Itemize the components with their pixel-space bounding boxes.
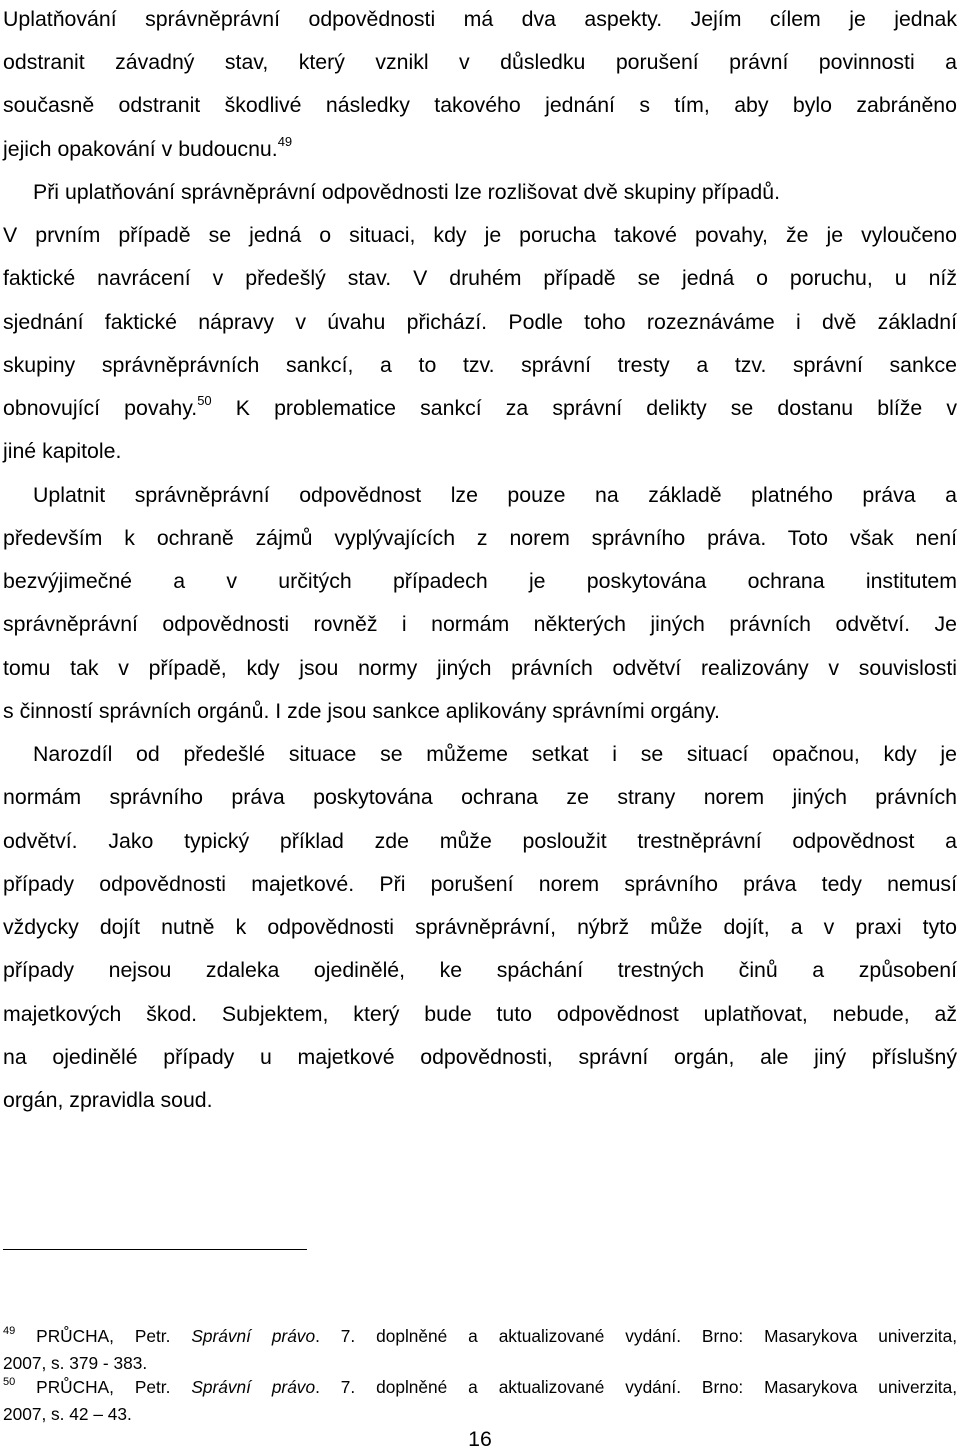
text-line-content: především k ochraně zájmů vyplývajících z norem správního práva. Toto však není bbox=[3, 526, 957, 550]
text-line bbox=[3, 92, 957, 118]
text-line bbox=[3, 395, 957, 421]
text-line-content: na ojedinělé případy u majetkové odpovědnosti, správní orgán, ale jiný příslušný bbox=[3, 1045, 957, 1069]
text-line-content: V prvním případě se jedná o situaci, kdy je porucha takové povahy, že je vyloučeno bbox=[3, 223, 957, 247]
text-line bbox=[33, 179, 957, 205]
text-line bbox=[3, 136, 957, 162]
footnote bbox=[3, 1377, 957, 1398]
text-line bbox=[3, 525, 957, 551]
text-line bbox=[3, 1044, 957, 1070]
text-line-content: odvětví. Jako typický příklad zde může posloužit trestněprávní odpovědnost a bbox=[3, 829, 957, 853]
footnote-number: 49 bbox=[3, 1325, 16, 1337]
footnote-publication: . 7. doplněné a aktualizované vydání. Brno: Masarykova univerzita, bbox=[315, 1377, 958, 1397]
text-line bbox=[3, 438, 957, 464]
text-line-content: správněprávní odpovědnosti rovněž i normám některých jiných právních odvětví. Je bbox=[3, 612, 957, 636]
text-line-content: Při uplatňování správněprávní odpovědnosti lze rozlišovat dvě skupiny případů. bbox=[33, 180, 781, 204]
footnote-number: 50 bbox=[3, 1376, 16, 1388]
text-line-content: orgán, zpravidla soud. bbox=[3, 1088, 213, 1112]
text-line-content: normám správního práva poskytována ochrana ze strany norem jiných právních bbox=[3, 785, 957, 809]
text-line-content: odstranit závadný stav, který vznikl v důsledku porušení právní povinnosti a bbox=[3, 50, 957, 74]
footnote-author: PRŮCHA, Petr. bbox=[15, 1377, 192, 1397]
text-line-continuation: K problematice sankcí za správní delikty se dostanu blíže v bbox=[211, 396, 957, 420]
text-line bbox=[3, 568, 957, 594]
text-line bbox=[3, 914, 957, 940]
text-line-content: majetkových škod. Subjektem, který bude tuto odpovědnost uplatňovat, nebude, až bbox=[3, 1002, 957, 1026]
text-line-content: obnovující povahy. bbox=[3, 396, 198, 420]
text-line bbox=[3, 309, 957, 335]
text-line-content: bezvýjimečné a v určitých případech je poskytována ochrana institutem bbox=[3, 569, 957, 593]
page-number: 16 bbox=[468, 1427, 492, 1451]
text-line-content: Narozdíl od předešlé situace se můžeme setkat i se situací opačnou, kdy je bbox=[33, 742, 957, 766]
footnote-separator bbox=[3, 1249, 307, 1250]
text-line bbox=[3, 49, 957, 75]
footnote-author: PRŮCHA, Petr. bbox=[15, 1326, 192, 1346]
text-line bbox=[33, 741, 957, 767]
text-line-content: jiné kapitole. bbox=[3, 439, 122, 463]
text-line bbox=[3, 6, 957, 32]
text-line-content: Uplatňování správněprávní odpovědnosti má dva aspekty. Jejím cílem je jednak bbox=[3, 7, 957, 31]
text-line bbox=[3, 828, 957, 854]
text-line-content: skupiny správněprávních sankcí, a to tzv. správní tresty a tzv. správní sankce bbox=[3, 353, 957, 377]
text-line-content: současně odstranit škodlivé následky takového jednání s tím, aby bylo zabráněno bbox=[3, 93, 957, 117]
footnote-reference[interactable]: 50 bbox=[197, 393, 212, 408]
text-line-content: vždycky dojít nutně k odpovědnosti správněprávní, nýbrž může dojít, a v praxi tyto bbox=[3, 915, 957, 939]
footnote-reference[interactable]: 49 bbox=[277, 134, 293, 149]
text-line bbox=[3, 784, 957, 810]
text-line-content: s činností správních orgánů. I zde jsou sankce aplikovány správními orgány. bbox=[3, 699, 720, 723]
text-line bbox=[3, 222, 957, 248]
footnote-pages: 2007, s. 379 - 383. bbox=[3, 1353, 148, 1373]
text-line bbox=[3, 265, 957, 291]
footnote-publication: . 7. doplněné a aktualizované vydání. Brno: Masarykova univerzita, bbox=[315, 1326, 958, 1346]
text-line bbox=[3, 698, 957, 724]
footnote-title: Správní právo bbox=[191, 1377, 316, 1397]
text-line-content: tomu tak v případě, kdy jsou normy jiných právních odvětví realizovány v souvislosti bbox=[3, 656, 957, 680]
text-line bbox=[3, 1001, 957, 1027]
text-line bbox=[3, 352, 957, 378]
footnote bbox=[3, 1326, 957, 1347]
text-line bbox=[3, 611, 957, 637]
text-line-content: jejich opakování v budoucnu. bbox=[3, 137, 278, 161]
text-line-content: případy nejsou zdaleka ojedinělé, ke spáchání trestných činů a způsobení bbox=[3, 958, 957, 982]
footnote-title: Správní právo bbox=[191, 1326, 316, 1346]
text-line bbox=[33, 482, 957, 508]
text-line bbox=[3, 957, 957, 983]
text-line-content: faktické navrácení v předešlý stav. V druhém případě se jedná o poruchu, u níž bbox=[3, 266, 957, 290]
text-line bbox=[3, 655, 957, 681]
text-line bbox=[3, 1087, 957, 1113]
text-line bbox=[3, 871, 957, 897]
text-line-content: případy odpovědnosti majetkové. Při porušení norem správního práva tedy nemusí bbox=[3, 872, 957, 896]
footnote-pages: 2007, s. 42 – 43. bbox=[3, 1404, 132, 1424]
text-line-content: Uplatnit správněprávní odpovědnost lze pouze na základě platného práva a bbox=[33, 483, 957, 507]
text-line-content: sjednání faktické nápravy v úvahu přichází. Podle toho rozeznáváme i dvě základní bbox=[3, 310, 957, 334]
